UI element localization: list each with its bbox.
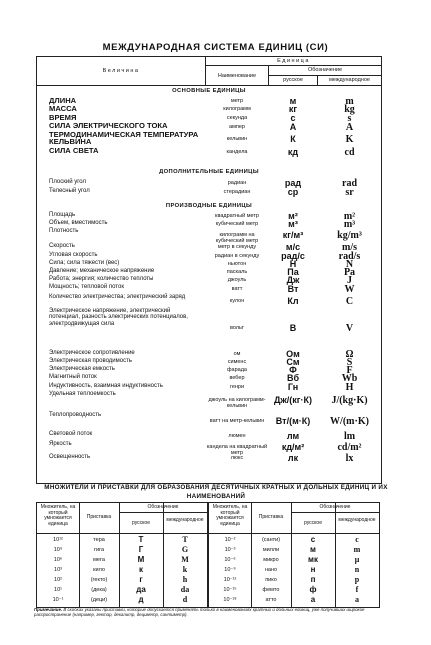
international-symbol-cell: lx: [345, 453, 354, 464]
unit-name-cell: ом: [233, 351, 241, 357]
prefix-cell: мега: [93, 557, 105, 563]
international-symbol-cell: W/(m·K): [330, 416, 369, 427]
international-symbol-cell: rad: [342, 178, 357, 189]
russian-symbol-cell: кг: [288, 104, 298, 114]
russian-symbol-cell: лм: [286, 430, 300, 441]
quantity-cell: Площадь: [49, 212, 76, 218]
international-symbol-cell: da: [180, 585, 190, 594]
russian-symbol-cell: м: [289, 96, 297, 106]
russian-symbol-cell: Н: [289, 259, 297, 269]
prefix-table: [36, 502, 380, 608]
multiplier-cell: 10¹²: [53, 537, 63, 543]
quantity-cell: Угловая скорость: [49, 252, 98, 258]
row-divider: [37, 533, 379, 534]
unit-name-cell: люкс: [230, 455, 244, 461]
quantity-cell: Удельная теплоемкость: [49, 391, 116, 397]
header-international: международное: [166, 517, 204, 523]
international-symbol-cell: J/(kg·K): [331, 395, 368, 406]
header-russian: русское: [269, 76, 318, 85]
international-symbol-cell: G: [181, 545, 189, 554]
international-symbol-cell: s: [347, 113, 352, 124]
header-designation: Обозначение: [269, 66, 381, 76]
row-divider: [119, 512, 207, 513]
footnote: [34, 607, 384, 618]
international-symbol-cell: m³: [343, 219, 356, 230]
quantity-cell: Электрическое сопротивление: [49, 350, 135, 356]
table-row: [37, 431, 381, 440]
unit-name-cell: кандела на квадратный метр: [206, 444, 268, 456]
russian-symbol-cell: кд/м²: [281, 442, 305, 452]
row-divider: [291, 512, 379, 513]
unit-name-cell: паскаль: [226, 269, 248, 275]
russian-symbol-cell: Г: [138, 545, 144, 554]
russian-symbol-cell: м³: [288, 219, 298, 229]
prefix-cell: фемто: [262, 587, 280, 593]
international-symbol-cell: m: [345, 96, 354, 107]
multiplier-cell: 10⁻¹²: [223, 577, 237, 583]
international-symbol-cell: F: [346, 365, 353, 376]
table-row: [37, 412, 381, 430]
russian-symbol-cell: А: [289, 121, 297, 132]
unit-name-cell: кубический метр: [215, 221, 259, 227]
multiplier-cell: 10⁻¹: [52, 597, 64, 603]
table-row: [37, 220, 381, 228]
unit-name-cell: ватт на метр-кельвин: [209, 418, 265, 424]
russian-symbol-cell: Гн: [287, 382, 299, 392]
russian-symbol-cell: Ф: [289, 365, 297, 375]
russian-symbol-cell: См: [286, 357, 300, 367]
international-symbol-cell: K: [345, 133, 354, 145]
russian-symbol-cell: с: [290, 113, 296, 123]
prefix-cell: (деци): [90, 597, 108, 603]
unit-name-cell: люмен: [228, 432, 246, 439]
russian-symbol-cell: да: [136, 585, 146, 594]
multiplier-cell: 10⁻³: [224, 547, 236, 553]
unit-name-cell: радиан в секунду: [214, 253, 260, 259]
section-title: ДОПОЛНИТЕЛЬНЫЕ ЕДИНИЦЫ: [159, 169, 259, 175]
russian-symbol-cell: м: [310, 545, 316, 554]
prefix-cell: атто: [265, 597, 277, 603]
russian-symbol-cell: лк: [287, 453, 299, 463]
multiplier-cell: 10⁶: [53, 557, 63, 563]
unit-name-cell: ампер: [229, 123, 245, 130]
page-title: МЕЖДУНАРОДНАЯ СИСТЕМА ЕДИНИЦ (СИ): [102, 42, 329, 53]
unit-name-cell: вольт: [230, 325, 244, 331]
multiplier-cell: 10⁹: [53, 547, 63, 553]
note-text: В скобках указаны приставки, которые допускается применять только в наименованиях кратных и дольных единиц, уже получивших широкое распространение (например, гектар, декалитр, дециметр, сантиметр).: [34, 607, 365, 618]
russian-symbol-cell: Вт/(м·К): [275, 416, 311, 426]
international-symbol-cell: Wb: [341, 373, 358, 384]
table-row: [37, 105, 381, 113]
quantity-cell: Мощность; тепловой поток: [49, 284, 124, 290]
header-name: Наименование: [206, 66, 269, 85]
russian-symbol-cell: Кл: [287, 295, 299, 306]
unit-name-cell: сименс: [227, 359, 247, 365]
unit-name-cell: метр: [230, 98, 244, 104]
header-multiplier: Множитель, на который умножается единица: [40, 504, 76, 527]
header-international: международное: [329, 77, 370, 83]
international-symbol-cell: J: [347, 275, 352, 286]
unit-name-cell: килограмм: [223, 106, 251, 112]
quantity-cell: Плотность: [49, 228, 79, 234]
international-symbol-cell: a: [355, 595, 359, 604]
prefix-cell: пико: [265, 577, 277, 583]
prefix-cell: нано: [264, 567, 278, 573]
international-symbol-cell: N: [345, 259, 354, 270]
quantity-cell: ВРЕМЯ: [49, 113, 77, 122]
russian-symbol-cell: Ом: [286, 349, 300, 359]
quantity-cell: Скорость: [49, 243, 75, 249]
russian-symbol-cell: М: [137, 555, 145, 564]
russian-symbol-cell: с: [310, 535, 316, 544]
russian-symbol-cell: м²: [288, 211, 298, 221]
russian-symbol-cell: д: [138, 595, 144, 604]
unit-name-cell: ньютон: [227, 261, 247, 267]
russian-symbol-cell: В: [289, 323, 297, 333]
header-russian: русское: [304, 520, 322, 526]
russian-symbol-cell: кд: [287, 146, 299, 157]
multiplier-cell: 10⁻⁹: [224, 567, 236, 573]
international-symbol-cell: c: [355, 535, 359, 544]
unit-name-cell: джоуль на килограмм-кельвин: [208, 397, 266, 409]
multiplier-cell: 10⁻⁶: [224, 557, 236, 563]
quantity-cell: Освещенность: [49, 454, 91, 460]
international-symbol-cell: T: [182, 535, 188, 544]
quantity-cell: СИЛА СВЕТА: [49, 146, 99, 155]
quantity-cell: Электрическая емкость: [49, 366, 115, 372]
international-symbol-cell: h: [182, 575, 188, 584]
table-row: [37, 179, 381, 187]
table-row: [37, 294, 381, 307]
unit-name-cell: квадратный метр: [215, 213, 259, 219]
prefix-cell: милли: [262, 547, 280, 553]
table-row: [37, 308, 381, 348]
table-row: [37, 228, 381, 244]
international-symbol-cell: rad/s: [338, 251, 361, 262]
prefix-cell: гига: [93, 547, 105, 553]
si-units-table: [36, 56, 382, 484]
unit-name-cell: радиан: [227, 180, 247, 186]
quantity-cell: Количество электричества; электрический заряд: [49, 294, 186, 300]
russian-symbol-cell: Вт: [287, 283, 299, 294]
russian-symbol-cell: м/с: [285, 242, 301, 252]
quantity-cell: Световой поток: [49, 431, 93, 437]
table-row: [37, 374, 381, 382]
quantity-cell: Теплопроводность: [49, 412, 102, 418]
header-prefix: Приставка: [258, 514, 284, 520]
multiplier-cell: 10⁻¹⁸: [223, 597, 237, 603]
quantity-cell: Плоский угол: [49, 179, 86, 185]
header-prefix: Приставка: [86, 514, 112, 520]
unit-name-cell: стерадиан: [223, 189, 251, 195]
international-symbol-cell: f: [355, 585, 359, 594]
unit-name-cell: секунда: [226, 115, 248, 121]
table-header: [37, 57, 381, 86]
russian-symbol-cell: Дж/(кг·К): [273, 395, 313, 405]
international-symbol-cell: m/s: [342, 242, 357, 253]
international-symbol-cell: S: [346, 357, 353, 368]
international-symbol-cell: p: [354, 575, 360, 584]
international-symbol-cell: m²: [343, 211, 356, 222]
unit-name-cell: фарада: [227, 367, 247, 373]
quantity-cell: Магнитный поток: [49, 374, 97, 380]
quantity-cell: ТЕРМОДИНАМИЧЕСКАЯ ТЕМПЕРАТУРА КЕЛЬВИНА: [49, 130, 199, 147]
note-label: Примечание.: [34, 607, 63, 612]
quantity-cell: Электрическое напряжение, электрический потенциал, разность электрических потенциалов, электродвижущая сила: [49, 308, 188, 327]
russian-symbol-cell: н: [310, 565, 316, 574]
multiplier-cell: 10²: [54, 577, 62, 583]
international-symbol-cell: cd: [344, 146, 355, 158]
russian-symbol-cell: К: [290, 133, 296, 144]
quantity-cell: МАССА: [49, 104, 77, 113]
header-unit: Единица: [206, 57, 381, 66]
russian-symbol-cell: Дж: [286, 275, 300, 285]
international-symbol-cell: sr: [345, 187, 354, 198]
section-title: ОСНОВНЫЕ ЕДИНИЦЫ: [172, 88, 246, 94]
russian-symbol-cell: ф: [309, 585, 317, 594]
international-symbol-cell: M: [181, 555, 189, 564]
prefix-cell: микро: [263, 557, 279, 563]
header-designation: Обозначение: [319, 504, 351, 510]
international-symbol-cell: m: [353, 545, 361, 554]
header-quantity: Величина: [37, 57, 206, 85]
multiplier-cell: 10⁻²: [224, 537, 236, 543]
quantity-cell: Электрическая проводимость: [49, 358, 132, 364]
table-row: [37, 188, 381, 196]
header-russian: русское: [132, 520, 150, 526]
international-symbol-cell: V: [345, 323, 354, 334]
table-row: [37, 383, 381, 391]
table-row: [37, 147, 381, 156]
international-symbol-cell: μ: [354, 555, 360, 564]
unit-name-cell: генри: [229, 384, 245, 390]
prefix-cell: тера: [93, 537, 105, 543]
international-symbol-cell: k: [182, 565, 188, 574]
russian-symbol-cell: мк: [308, 555, 318, 564]
table-row: [37, 243, 381, 251]
quantity-cell: Объем, вместимость: [49, 220, 108, 226]
header-international: международное: [338, 517, 376, 523]
international-symbol-cell: kg: [344, 104, 355, 115]
header-multiplier: Множитель, на который умножается единица: [212, 504, 248, 527]
international-symbol-cell: Pa: [343, 267, 356, 278]
quantity-cell: СИЛА ЭЛЕКТРИЧЕСКОГО ТОКА: [49, 121, 168, 130]
multiplier-cell: 10⁻¹⁵: [223, 587, 237, 593]
prefix-cell: (дека): [91, 587, 107, 593]
international-symbol-cell: lm: [343, 430, 356, 442]
header-designation: Обозначение: [147, 504, 179, 510]
table-row: [37, 391, 381, 409]
international-symbol-cell: n: [354, 565, 360, 574]
russian-symbol-cell: рад: [284, 178, 302, 188]
unit-name-cell: ватт: [231, 285, 243, 292]
russian-symbol-cell: рад/с: [281, 251, 305, 261]
russian-symbol-cell: г: [139, 575, 143, 584]
multiplier-cell: 10³: [54, 567, 62, 573]
prefix-cell: кило: [93, 567, 105, 573]
russian-symbol-cell: Вб: [286, 373, 300, 383]
international-symbol-cell: Ω: [345, 349, 354, 360]
table-row: [37, 131, 381, 146]
unit-name-cell: метр в секунду: [217, 244, 257, 250]
quantity-cell: Давление; механическое напряжение: [49, 268, 155, 274]
quantity-cell: Яркость: [49, 441, 72, 447]
prefix-cell: (санти): [261, 537, 281, 543]
prefix-table-title: МНОЖИТЕЛИ И ПРИСТАВКИ ДЛЯ ОБРАЗОВАНИЯ ДЕСЯТИЧНЫХ КРАТНЫХ И ДОЛЬНЫХ ЕДИНИЦ И ИХ НАИМЕНОВАНИЙ: [44, 484, 388, 500]
unit-name-cell: килограмм на кубический метр: [215, 231, 259, 244]
russian-symbol-cell: Па: [287, 267, 299, 277]
unit-name-cell: кандела: [226, 148, 248, 155]
unit-name-cell: кулон: [229, 297, 245, 304]
quantity-cell: Сила; сила тяжести (вес): [49, 260, 120, 266]
unit-name-cell: джоуль: [227, 277, 247, 283]
quantity-cell: Работа; энергия; количество теплоты: [49, 276, 154, 282]
russian-symbol-cell: ср: [287, 187, 299, 197]
russian-symbol-cell: п: [310, 575, 316, 584]
table-row: [37, 454, 381, 462]
international-symbol-cell: W: [344, 283, 355, 295]
quantity-cell: Индуктивность, взаимная индуктивность: [49, 383, 163, 389]
russian-symbol-cell: а: [310, 595, 316, 604]
international-symbol-cell: A: [345, 121, 354, 133]
russian-symbol-cell: к: [138, 565, 143, 574]
quantity-cell: Телесный угол: [49, 188, 90, 194]
international-symbol-cell: d: [182, 595, 188, 604]
multiplier-cell: 10¹: [54, 587, 62, 593]
international-symbol-cell: cd/m²: [337, 442, 362, 453]
table-row: [37, 284, 381, 293]
international-symbol-cell: kg/m³: [337, 229, 362, 241]
prefix-cell: (гекто): [90, 577, 108, 583]
russian-symbol-cell: кг/м³: [282, 229, 304, 240]
unit-name-cell: вебер: [229, 375, 245, 381]
table-row: [37, 441, 381, 456]
section-title: ПРОИЗВОДНЫЕ ЕДИНИЦЫ: [165, 203, 253, 209]
international-symbol-cell: H: [345, 382, 354, 393]
quantity-cell: ДЛИНА: [49, 96, 77, 105]
international-symbol-cell: C: [345, 295, 354, 307]
unit-name-cell: кельвин: [226, 135, 248, 142]
russian-symbol-cell: Т: [138, 535, 144, 544]
